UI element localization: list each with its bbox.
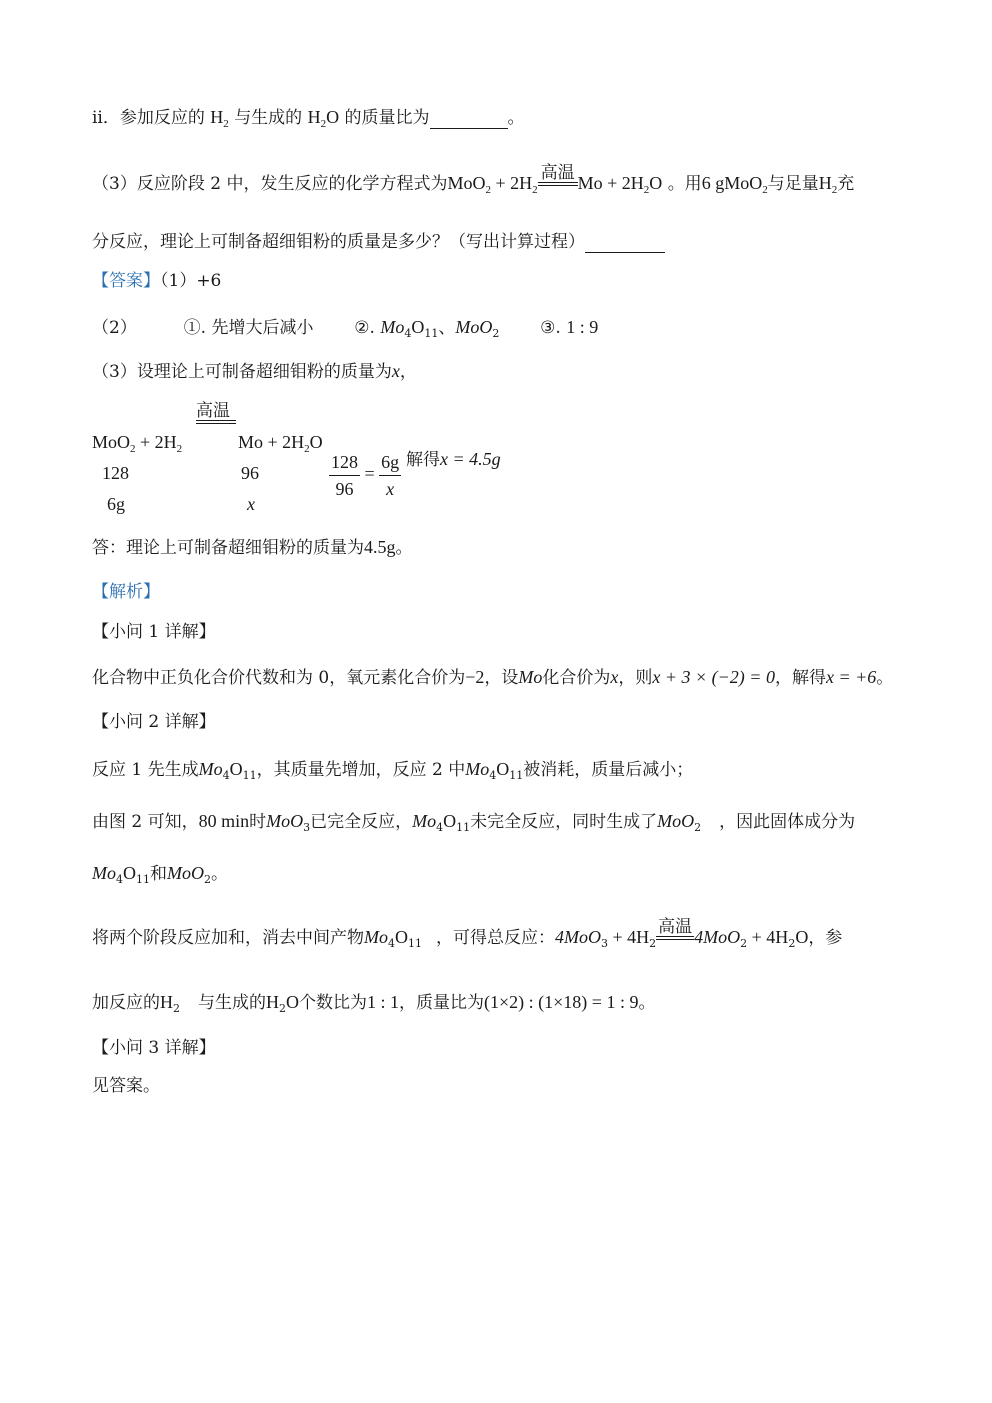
text: 个数比为 bbox=[299, 993, 367, 1013]
formula: Mo + 2H bbox=[577, 173, 644, 193]
text: ，解得 bbox=[774, 668, 826, 688]
text: ，质量比为 bbox=[399, 993, 485, 1013]
text: 。用 bbox=[667, 174, 702, 194]
analysis-p6: 加反应的$H_2$ 与生成的$H_2O$个数比为1 : 1，质量比为(1×2) : (1×18) = 1 : 9。 bbox=[92, 992, 656, 1015]
text: 由图 2 可知， bbox=[92, 812, 199, 832]
text: （3）反应阶段 2 中，发生反应的化学方程式为 bbox=[92, 174, 448, 194]
reaction-condition bbox=[656, 917, 694, 949]
answer-blank[interactable] bbox=[585, 252, 665, 253]
formula: O bbox=[229, 759, 243, 779]
formula: O bbox=[795, 927, 809, 947]
choice-1: ①. 先增大后减小 bbox=[183, 318, 314, 338]
text: 未完全反应，同时生成了 bbox=[470, 812, 658, 832]
answer-blank[interactable] bbox=[430, 128, 508, 129]
solution: x = 4.5g bbox=[440, 449, 501, 469]
formula: O bbox=[411, 317, 425, 337]
calc-mass-given: 6g bbox=[107, 494, 125, 514]
text: 。 bbox=[507, 108, 525, 128]
analysis-p2: 反应 1 先生成$Mo_4O_{11}$，其质量先增加，反应 2 中$Mo_4O_{11}$被消耗，质量后减小； bbox=[92, 759, 694, 782]
formula: Mo bbox=[364, 927, 388, 947]
text: 与生成的 bbox=[234, 108, 303, 128]
calc-right: $Mo + 2H_2O$ bbox=[238, 432, 323, 455]
text: 。 bbox=[211, 864, 228, 884]
formula: O bbox=[395, 927, 408, 947]
text: ，则 bbox=[618, 668, 653, 688]
formula: Mo bbox=[518, 667, 543, 687]
formula: Mo bbox=[380, 317, 405, 337]
text: ，参 bbox=[808, 928, 843, 948]
condition-text: 高温 bbox=[540, 163, 575, 183]
formula: 4MoO bbox=[694, 927, 741, 947]
equation: x + 3 × (−2) = 0 bbox=[652, 667, 775, 687]
formula: O bbox=[309, 432, 323, 452]
choice-3-label: ③. bbox=[540, 318, 561, 338]
variable: x bbox=[610, 667, 619, 687]
text: 反应 1 先生成 bbox=[92, 760, 199, 780]
formula: O bbox=[123, 863, 136, 883]
text: 化合物中正负化合价代数和为 0，氧元素化合价为 bbox=[92, 668, 466, 688]
value: −2 bbox=[465, 667, 485, 687]
text: 化合价为 bbox=[542, 668, 611, 688]
analysis-label: 【解析】 bbox=[92, 582, 160, 602]
answer-final bbox=[92, 536, 413, 559]
calc-solve bbox=[406, 445, 501, 470]
choice-3-value: 1 : 9 bbox=[566, 317, 599, 337]
text: 与生成的 bbox=[198, 993, 266, 1013]
text: 分反应，理论上可制备超细钼粉的质量是多少？（写出计算过程） bbox=[92, 232, 585, 252]
text: 时 bbox=[249, 812, 267, 832]
calc-proportion bbox=[329, 449, 401, 502]
result: x = +6 bbox=[825, 667, 877, 687]
text: 已完全反应， bbox=[310, 812, 413, 832]
formula: MoO bbox=[266, 811, 304, 831]
formula: H bbox=[818, 173, 832, 193]
formula: H bbox=[160, 992, 173, 1012]
calc-condition bbox=[196, 396, 230, 421]
formula: MoO bbox=[167, 863, 204, 883]
formula: + 2H bbox=[135, 432, 177, 452]
condition-text: 高温 bbox=[196, 401, 230, 421]
calc-molar-mass-2: 96 bbox=[241, 463, 259, 483]
formula: O bbox=[496, 759, 510, 779]
formula: Mo bbox=[465, 759, 490, 779]
answer-label: 【答案】 bbox=[92, 271, 160, 291]
answer-line-2: （2） ①. 先增大后减小 ②. $Mo_4O_{11}$、MoO$_2$ ③. 1 : 9 bbox=[92, 317, 599, 340]
text: 充 bbox=[837, 174, 855, 194]
choice-2-label: ②. bbox=[354, 318, 375, 338]
text: （2） bbox=[92, 318, 137, 338]
question-3-line2 bbox=[92, 231, 665, 253]
analysis-p1 bbox=[92, 666, 893, 689]
analysis-p3: 由图 2 可知，80 min时MoO$_3$已完全反应，$Mo_4O_{11}$未完全反应，同时生成了MoO$_2$ ，因此固体成分为 bbox=[92, 811, 856, 834]
text: 、 bbox=[438, 318, 456, 338]
see-answer-text: 见答案。 bbox=[92, 1076, 160, 1096]
text: 和 bbox=[150, 864, 167, 884]
formula: H bbox=[266, 992, 279, 1012]
formula: H bbox=[307, 107, 321, 127]
fraction-numerator: 128 bbox=[329, 449, 360, 476]
analysis-p4: $Mo_4O_{11}$和MoO$_2$。 bbox=[92, 863, 228, 886]
text: ，可得总反应： bbox=[436, 928, 555, 948]
ratio: 1 : 1 bbox=[367, 992, 400, 1012]
text: 与足量 bbox=[767, 174, 819, 194]
variable: x bbox=[391, 361, 400, 381]
text: 。 bbox=[876, 668, 894, 688]
time-value: 80 min bbox=[198, 811, 250, 831]
text: 的质量比为 bbox=[344, 108, 430, 128]
text: （3）设理论上可制备超细钼粉的质量为 bbox=[92, 362, 392, 382]
formula: MoO bbox=[657, 811, 695, 831]
fraction-numerator: 6g bbox=[379, 449, 401, 476]
mass-ratio: (1×2) : (1×18) = 1 : 9 bbox=[484, 992, 639, 1012]
sub-question-2-heading: 【小问 2 详解】 bbox=[92, 712, 216, 732]
answer-line-1 bbox=[92, 270, 221, 292]
fraction-denominator: 96 bbox=[335, 479, 354, 499]
equals: = bbox=[364, 463, 375, 484]
text: 解得 bbox=[406, 450, 440, 470]
question-ii-line: ii．参加反应的 $H_2$ 与生成的 $H_2O$ 的质量比为 。 bbox=[92, 107, 525, 130]
final-value: 4.5g bbox=[364, 537, 396, 557]
formula: O bbox=[326, 107, 340, 127]
text: 被消耗，质量后减小； bbox=[523, 760, 694, 780]
formula: + 2H bbox=[490, 173, 533, 193]
answer-line-3 bbox=[92, 360, 417, 383]
formula: Mo bbox=[92, 863, 116, 883]
text: ，其质量先增加，反应 2 中 bbox=[256, 760, 466, 780]
calc-left: $MoO_2 + 2H_2$ bbox=[92, 432, 183, 455]
text: 答：理论上可制备超细钼粉的质量为 bbox=[92, 538, 364, 558]
formula: + 4H bbox=[608, 927, 650, 947]
formula: MoO bbox=[92, 432, 131, 452]
reaction-condition bbox=[538, 163, 578, 195]
formula: Mo bbox=[198, 759, 223, 779]
condition-text: 高温 bbox=[658, 917, 693, 937]
sub-question-3-heading: 【小问 3 详解】 bbox=[92, 1038, 216, 1058]
formula: O bbox=[443, 811, 457, 831]
text: ， bbox=[399, 362, 417, 382]
formula: Mo bbox=[412, 811, 437, 831]
formula: 4MoO bbox=[555, 927, 601, 947]
question-3-line: （3）反应阶段 2 中，发生反应的化学方程式为$MoO_2 + 2H_2$ 高温 $Mo + 2H_2O$ 。用6 gMoO$_2$与足量$H_2$充 bbox=[92, 163, 855, 196]
calc-mass-unknown: x bbox=[247, 494, 255, 514]
text: 将两个阶段反应加和，消去中间产物 bbox=[92, 928, 364, 948]
text: 。 bbox=[395, 538, 413, 558]
calc-molar-mass-1: 128 bbox=[102, 463, 129, 483]
text: 。 bbox=[638, 993, 656, 1013]
calc-condition-line bbox=[196, 420, 236, 424]
formula: MoO bbox=[455, 317, 493, 337]
text: ，因此固体成分为 bbox=[719, 812, 856, 832]
text: ，设 bbox=[484, 668, 519, 688]
formula: + 4H bbox=[747, 927, 789, 947]
formula: MoO bbox=[447, 173, 486, 193]
sub-question-1-heading: 【小问 1 详解】 bbox=[92, 622, 216, 642]
formula: O bbox=[286, 992, 299, 1012]
formula: H bbox=[210, 107, 224, 127]
formula: O bbox=[649, 173, 663, 193]
analysis-p5: 将两个阶段反应加和，消去中间产物$Mo_4O_{11}$ ，可得总反应：$4MoO_3 + 4H_2$ 高温 $4MoO_2 + 4H_2O$，参 bbox=[92, 917, 843, 950]
text: ii．参加反应的 bbox=[92, 108, 205, 128]
formula: 6 gMoO bbox=[701, 173, 763, 193]
fraction-denominator: x bbox=[386, 479, 395, 499]
text: （1）+6 bbox=[160, 271, 222, 291]
formula: Mo + 2H bbox=[238, 432, 305, 452]
text: 加反应的 bbox=[92, 993, 160, 1013]
